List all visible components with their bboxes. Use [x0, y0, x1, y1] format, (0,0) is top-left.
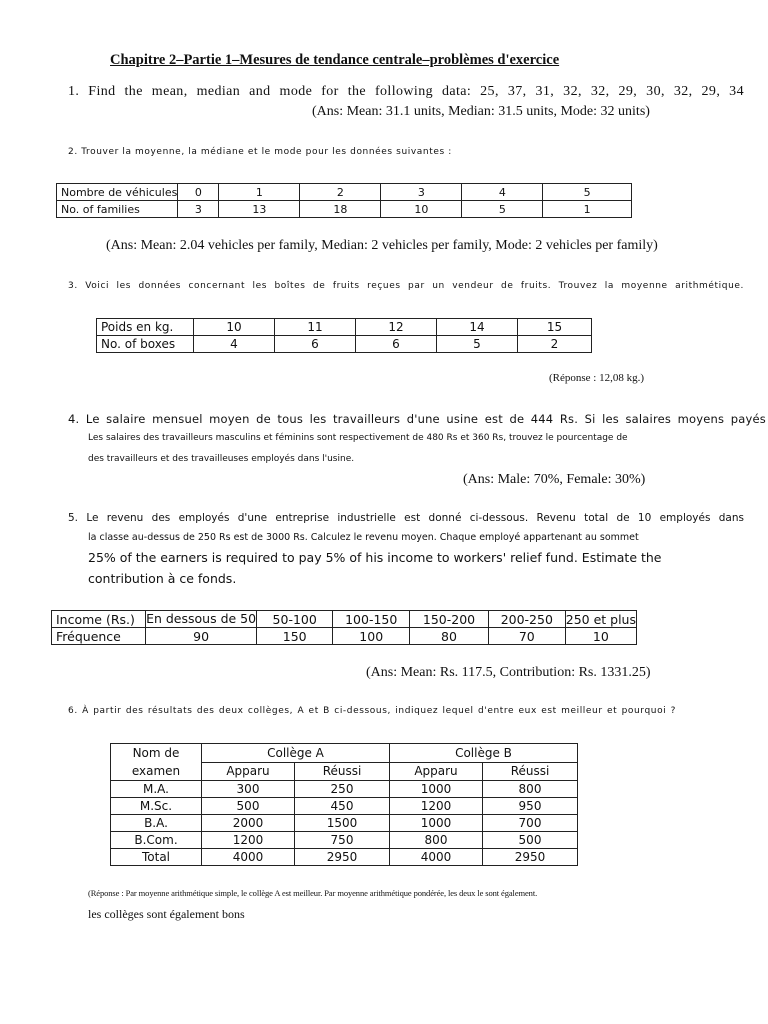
table-cell: M.Sc.	[111, 798, 202, 815]
table-cell: 700	[483, 815, 578, 832]
table-cell: 90	[146, 628, 257, 645]
table-cell: Total	[111, 849, 202, 866]
table-cell: 12	[356, 319, 437, 336]
table-row	[111, 781, 578, 798]
table-cell: 450	[295, 798, 390, 815]
question-4-line-2: Les salaires des travailleurs masculins et féminins sont respectivement de 480 Rs et 360 Rs, trouvez le pourcentage de	[88, 433, 628, 443]
table-cell: En dessous de 50	[146, 611, 257, 626]
table-cell: 1200	[202, 832, 295, 849]
table-cell: 750	[295, 832, 390, 849]
table-cell: 80	[410, 628, 489, 645]
table-cell: 3	[178, 201, 219, 218]
table-cell: 1	[219, 184, 300, 201]
table-cell: Poids en kg.	[97, 319, 194, 336]
question-5-line-2: la classe au-dessus de 250 Rs est de 3000 Rs. Calculez le revenu moyen. Chaque employé appartenant au sommet	[88, 532, 639, 543]
table-cell: 6	[275, 336, 356, 353]
table-cell: 18	[300, 201, 381, 218]
question-1-answer: (Ans: Mean: 31.1 units, Median: 31.5 units, Mode: 32 units)	[312, 104, 650, 119]
table-cell: 950	[483, 798, 578, 815]
table-header-cell: Apparu	[202, 762, 295, 781]
question-4-line-1: 4. Le salaire mensuel moyen de tous les travailleurs d'une usine est de 444 Rs. Si les salaires moyens payés	[68, 412, 766, 426]
question-5-line-4: contribution à ce fonds.	[88, 571, 237, 586]
table-cell: 14	[437, 319, 518, 336]
question-1-text: 1. Find the mean, median and mode for the following data: 25, 37, 31, 32, 32, 29, 30, 32, 29, 34	[68, 84, 744, 99]
table-cell: 4	[462, 184, 543, 201]
table-cell: 0	[178, 184, 219, 201]
table-header-cell: Apparu	[390, 762, 483, 781]
table-cell: 1500	[295, 815, 390, 832]
table-row	[111, 744, 578, 763]
table-cell: 2950	[295, 849, 390, 866]
table-row	[52, 611, 637, 628]
question-5-line-1: 5. Le revenu des employés d'une entreprise industrielle est donné ci-dessous. Revenu total de 10 employés dans	[68, 512, 744, 524]
colleges-table	[110, 743, 578, 866]
table-cell: 15	[518, 319, 592, 336]
table-cell: Fréquence	[52, 628, 146, 645]
table-cell: 5	[437, 336, 518, 353]
question-6-answer-line-2: les collèges sont également bons	[88, 907, 245, 921]
table-cell: B.A.	[111, 815, 202, 832]
table-cell: No. of boxes	[97, 336, 194, 353]
table-header-cell	[111, 744, 202, 781]
table-row	[111, 798, 578, 815]
table-cell: 13	[219, 201, 300, 218]
table-row	[111, 815, 578, 832]
table-cell: 1000	[390, 815, 483, 832]
table-row	[111, 849, 578, 866]
table-cell: 2	[518, 336, 592, 353]
table-cell: 2950	[483, 849, 578, 866]
question-3-text: 3. Voici les données concernant les boîtes de fruits reçues par un vendeur de fruits. Trouvez la moyenne arithmétique.	[68, 281, 744, 291]
table-cell: 10	[565, 628, 636, 645]
table-cell: 1200	[390, 798, 483, 815]
page-title: Chapitre 2–Partie 1–Mesures de tendance centrale–problèmes d'exercice	[110, 52, 560, 68]
table-row	[57, 184, 632, 201]
table-cell: 50-100	[257, 611, 333, 628]
table-cell: 1	[543, 201, 632, 218]
table-cell: 250 et plus	[565, 611, 636, 627]
question-5-answer: (Ans: Mean: Rs. 117.5, Contribution: Rs. 1331.25)	[366, 665, 651, 680]
boxes-table	[96, 318, 592, 353]
table-cell: 150	[257, 628, 333, 645]
table-cell: 6	[356, 336, 437, 353]
table-header-cell: Réussi	[295, 762, 390, 781]
table-cell: 2	[300, 184, 381, 201]
vehicles-table	[56, 183, 632, 218]
table-cell: 11	[275, 319, 356, 336]
table-cell: No. of families	[57, 201, 178, 218]
table-row	[52, 628, 637, 645]
table-cell: 4000	[202, 849, 295, 866]
table-header-cell: Collège A	[202, 744, 390, 763]
table-cell: 200-250	[488, 611, 565, 628]
income-table	[51, 610, 637, 645]
table-header-cell: Collège B	[390, 744, 578, 763]
table-cell: 4000	[390, 849, 483, 866]
table-header-cell: Réussi	[483, 762, 578, 781]
question-3-answer: (Réponse : 12,08 kg.)	[549, 372, 645, 384]
question-5-line-3: 25% of the earners is required to pay 5% of his income to workers' relief fund. Estimate the	[88, 550, 662, 565]
table-cell: B.Com.	[111, 832, 202, 849]
table-cell: 100	[333, 628, 410, 645]
table-cell: 500	[483, 832, 578, 849]
table-cell: M.A.	[111, 781, 202, 798]
table-cell: 70	[488, 628, 565, 645]
table-cell: 10	[194, 319, 275, 336]
question-2-text: 2. Trouver la moyenne, la médiane et le mode pour les données suivantes :	[68, 147, 452, 157]
table-cell: 4	[194, 336, 275, 353]
table-cell: Income (Rs.)	[52, 611, 146, 628]
table-cell: 10	[381, 201, 462, 218]
table-cell: 5	[543, 184, 632, 201]
table-cell: Nombre de véhicules	[57, 184, 178, 201]
table-cell: 500	[202, 798, 295, 815]
table-cell: 800	[390, 832, 483, 849]
header-nom-line-1: Nom de	[132, 746, 180, 760]
table-row	[97, 336, 592, 353]
table-row	[97, 319, 592, 336]
question-6-text: 6. À partir des résultats des deux collèges, A et B ci-dessous, indiquez lequel d'entre eux est meilleur et pourquoi ?	[68, 706, 676, 716]
question-4-answer: (Ans: Male: 70%, Female: 30%)	[463, 472, 646, 487]
table-cell: 1000	[390, 781, 483, 798]
table-cell: 300	[202, 781, 295, 798]
table-cell: 2000	[202, 815, 295, 832]
table-cell: 100-150	[333, 611, 410, 628]
header-nom-line-2: examen	[131, 764, 181, 778]
question-6-answer-line-1: (Réponse : Par moyenne arithmétique simple, le collège A est meilleur. Par moyenne arithmétique pondérée, les deux le sont également.	[88, 888, 538, 898]
table-cell: 800	[483, 781, 578, 798]
table-row	[57, 201, 632, 218]
question-2-answer: (Ans: Mean: 2.04 vehicles per family, Median: 2 vehicles per family, Mode: 2 vehicles per family)	[106, 238, 658, 253]
table-cell: 250	[295, 781, 390, 798]
question-4-line-3: des travailleurs et des travailleuses employés dans l'usine.	[88, 454, 355, 464]
table-cell: 150-200	[410, 611, 489, 628]
table-cell: 5	[462, 201, 543, 218]
table-row	[111, 832, 578, 849]
table-cell: 3	[381, 184, 462, 201]
